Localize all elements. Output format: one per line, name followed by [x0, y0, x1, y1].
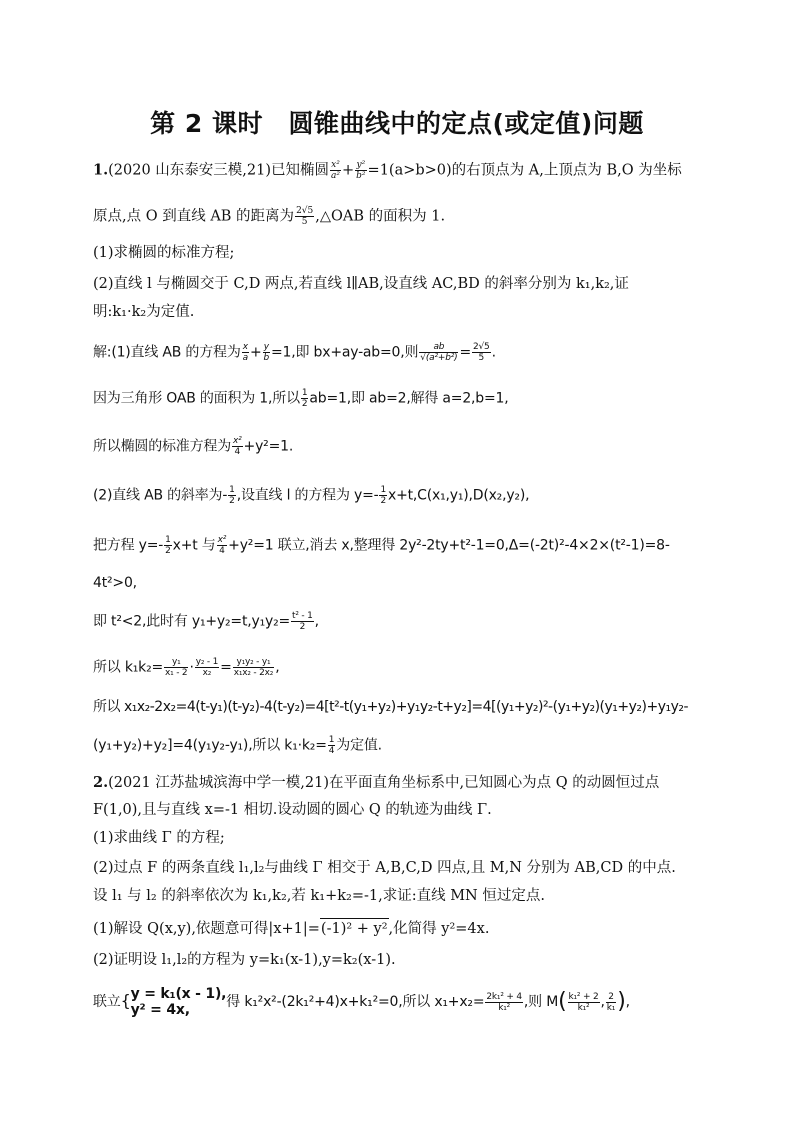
problem-number: 2.: [93, 774, 109, 791]
problem-2-line-2: F(1,0),且与直线 x=-1 相切.设动圆的圆心 Q 的轨迹为曲线 Γ.: [93, 802, 492, 818]
fraction: $\frac{\text{y₂ - 1}}{\text{x₂}}$: [195, 657, 219, 678]
problem-1-line-2: 原点,点 O 到直线 AB 的距离为 $\frac{2√5}{5}$ ,△OAB 的面积为 1.: [93, 206, 446, 227]
fraction: $\frac{2√5}{5}$: [296, 206, 314, 227]
solution-1-line-1: 解:(1)直线 AB 的方程为 $\frac{x}{a}$ + $\frac{y}{b}$ =1,即 bx+ay-ab=0,则 $\frac{ab}{\text{√(a²+b²)}}$ = $\frac{2√5}{5}$ .: [93, 342, 496, 363]
problem-2-question-1: (1)求曲线 Γ 的方程;: [93, 830, 225, 846]
fraction: $\frac{\text{y₁}}{\text{x₁ - 2}}$: [165, 657, 188, 678]
fraction: $\frac{2}{\text{k₁}}$: [606, 991, 616, 1013]
problem-2-line-1: 2.(2021 江苏盐城滨海中学一模,21)在平面直角坐标系中,已知圆心为点 Q 的动圆恒过点: [93, 774, 660, 791]
solution-1-line-10: (y₁+y₂)+y₂]=4(y₁y₂-y₁),所以 k₁·k₂= $\frac{1}{4}$ 为定值.: [93, 735, 382, 756]
problem-1-line-1: 1.(2020 山东泰安三模,21)已知椭圆 $\frac{\text{x²}}{\text{a²}}$ + $\frac{\text{y²}}{\text{b²}}$ =1(a>b>0)的右顶点为 A,上顶点为 B,O 为坐标: [93, 160, 682, 181]
fraction: $\frac{1}{2}$: [380, 485, 386, 506]
square-root: (-1)² + y²: [320, 918, 389, 939]
fraction: $\frac{\text{y₁y₂ - y₁}}{\text{x₁x₂ - 2x₂}}$: [233, 657, 274, 678]
fraction: $\frac{\text{x²}}{4}$: [217, 535, 227, 556]
fraction: $\frac{\text{t² - 1}}{2}$: [292, 611, 313, 632]
problem-number: 1.: [93, 161, 109, 179]
fraction: $\frac{\text{x²}}{\text{a²}}$: [331, 160, 341, 181]
solution-1-line-6: 4t²>0,: [93, 575, 137, 591]
problem-1-question-2b: 明:k₁·k₂为定值.: [93, 304, 195, 320]
solution-1-line-7: 即 t²<2,此时有 y₁+y₂=t,y₁y₂= $\frac{\text{t² - 1}}{2}$ ,: [93, 611, 319, 632]
fraction: $\frac{x}{a}$: [242, 342, 248, 363]
solution-1-line-2: 因为三角形 OAB 的面积为 1,所以 $\frac{1}{2}$ ab=1,即 ab=2,解得 a=2,b=1,: [93, 388, 509, 409]
solution-1-line-5: 把方程 y=- $\frac{1}{2}$ x+t 与 $\frac{\text{x²}}{4}$ +y²=1 联立,消去 x,整理得 2y²-2ty+t²-1=0,Δ=(-2t)²-4×2×(t²-1)=8-: [93, 535, 670, 556]
fraction: $\frac{\text{y²}}{\text{b²}}$: [356, 160, 366, 181]
fraction: $\frac{1}{4}$: [328, 735, 335, 756]
fraction: $\frac{1}{2}$: [229, 485, 235, 506]
solution-1-line-4: (2)直线 AB 的斜率为- $\frac{1}{2}$ ,设直线 l 的方程为 y=- $\frac{1}{2}$ x+t,C(x₁,y₁),D(x₂,y₂),: [93, 485, 530, 506]
solution-1-line-3: 所以椭圆的标准方程为 $\frac{\text{x²}}{4}$ +y²=1.: [93, 436, 294, 457]
solution-2-line-2: (2)证明设 l₁,l₂的方程为 y=k₁(x-1),y=k₂(x-1).: [93, 952, 396, 968]
solution-1-line-8: 所以 k₁k₂= $\frac{\text{y₁}}{\text{x₁ - 2}}$ · $\frac{\text{y₂ - 1}}{\text{x₂}}$ = $\frac{\text{y₁y₂ - y₁}}{\text{x₁x₂ - 2x₂}}$ ,: [93, 657, 280, 678]
equation-system: y = k₁(x - 1), y² = 4x,: [130, 986, 227, 1018]
fraction: $\frac{2√5}{5}$: [472, 342, 490, 363]
problem-1-question-1: (1)求椭圆的标准方程;: [93, 245, 235, 261]
left-brace: {: [120, 991, 131, 1010]
solution-2-line-3: 联立{ y = k₁(x - 1), y² = 4x, 得 k₁²x²-(2k₁²+4)x+k₁²=0,所以 x₁+x₂= $\frac{\text{2k₁² + 4}}{\text{k₁²}}$ ,则 M( $\frac{\text{k₁² + 2}}{\text{k₁²}}$ , $\frac{2}{\text{k₁}}$ ),: [93, 986, 630, 1018]
solution-2-line-1: (1)解设 Q(x,y),依题意可得|x+1|=(-1)² + y²,化简得 y²=4x.: [93, 918, 489, 939]
solution-1-line-9: 所以 x₁x₂-2x₂=4(t-y₁)(t-y₂)-4(t-y₂)=4[t²-t(y₁+y₂)+y₁y₂-t+y₂]=4[(y₁+y₂)²-(y₁+y₂)(y₁+y₂)+y₁y₂-: [93, 699, 689, 715]
fraction: $\frac{1}{2}$: [165, 535, 171, 556]
problem-1-question-2a: (2)直线 l 与椭圆交于 C,D 两点,若直线 l∥AB,设直线 AC,BD 的斜率分别为 k₁,k₂,证: [93, 276, 629, 292]
fraction: $\frac{ab}{\text{√(a²+b²)}}$: [420, 342, 458, 363]
fraction: $\frac{y}{b}$: [263, 342, 270, 363]
problem-2-question-2a: (2)过点 F 的两条直线 l₁,l₂与曲线 Γ 相交于 A,B,C,D 四点,且 M,N 分别为 AB,CD 的中点.: [93, 860, 676, 876]
fraction: $\frac{\text{x²}}{4}$: [233, 436, 242, 457]
problem-2-question-2b: 设 l₁ 与 l₂ 的斜率依次为 k₁,k₂,若 k₁+k₂=-1,求证:直线 MN 恒过定点.: [93, 888, 545, 904]
fraction: $\frac{1}{2}$: [301, 388, 308, 409]
fraction: $\frac{\text{2k₁² + 4}}{\text{k₁²}}$: [486, 991, 522, 1013]
page-title: 第 2 课时 圆锥曲线中的定点(或定值)问题: [150, 109, 644, 138]
fraction: $\frac{\text{k₁² + 2}}{\text{k₁²}}$: [568, 991, 599, 1013]
